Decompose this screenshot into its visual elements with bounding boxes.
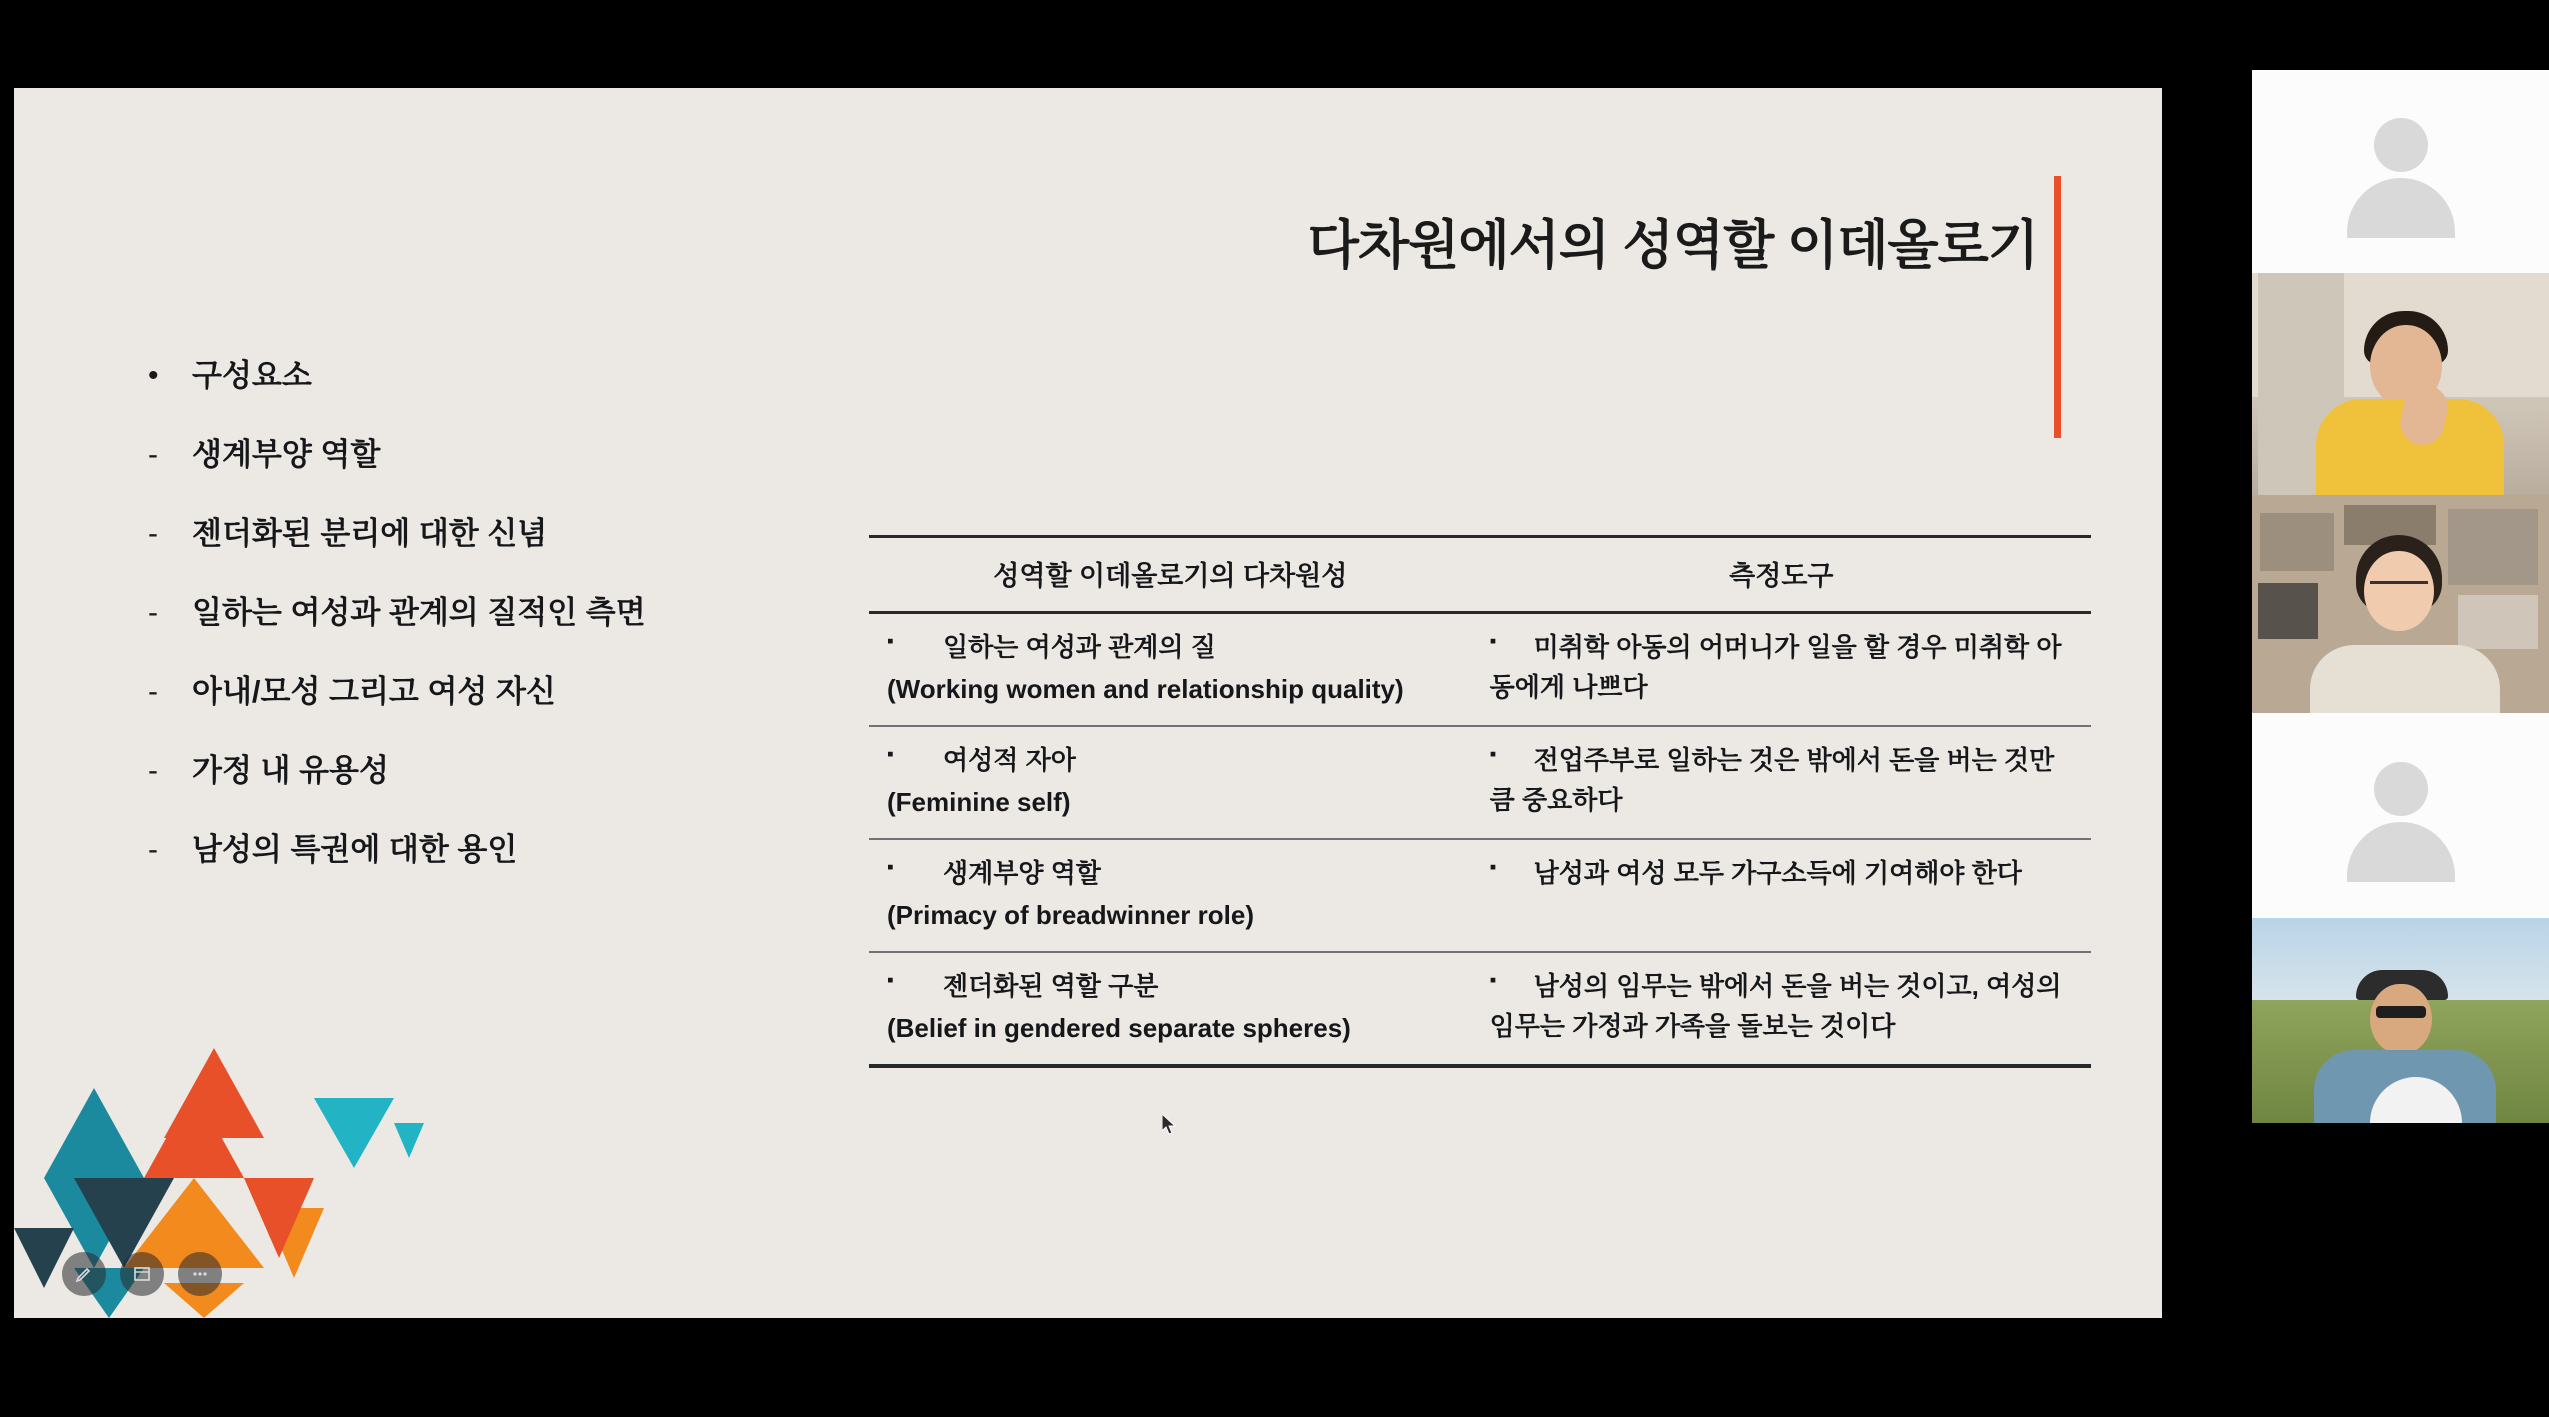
title-accent-bar bbox=[2054, 176, 2061, 438]
presentation-slide[interactable] bbox=[14, 88, 2162, 1318]
table-row bbox=[869, 839, 2091, 952]
bullet-marker: - bbox=[148, 517, 158, 550]
bullet-square-icon: ▪ bbox=[887, 631, 894, 652]
cell-measure bbox=[1472, 726, 2091, 839]
participant-tile-2[interactable] bbox=[2252, 273, 2549, 495]
mouse-cursor bbox=[1162, 1114, 1178, 1136]
bullet-square-icon: ▪ bbox=[1489, 857, 1497, 879]
bullet-marker: - bbox=[148, 438, 158, 471]
bullet-square-icon: ▪ bbox=[1489, 631, 1497, 652]
cell-dimension-en: (Working women and relationship quality) bbox=[887, 673, 1404, 704]
cell-measure-text: 미취학 아동의 어머니가 일을 할 경우 미취학 아동에게 나쁘다 bbox=[1489, 632, 2062, 702]
cell-measure-text: 남성의 임무는 밖에서 돈을 버는 것이고, 여성의 임무는 가정과 가족을 돌보는 것이다 bbox=[1489, 971, 2062, 1041]
bullet-marker: - bbox=[148, 754, 158, 787]
participant-tile-3[interactable] bbox=[2252, 495, 2549, 713]
bullet-label: 일하는 여성과 관계의 질적인 측면 bbox=[192, 595, 646, 630]
table-row bbox=[869, 613, 2091, 727]
cell-dimension-ko: 생계부양 역할 bbox=[943, 858, 1101, 889]
slide-title: 다차원에서의 성역할 이데올로기 bbox=[1307, 216, 2038, 275]
bullet-label: 아내/모성 그리고 여성 자신 bbox=[192, 674, 556, 709]
column-header-measure: 측정도구 bbox=[1472, 537, 2091, 613]
slide-toolbar[interactable] bbox=[62, 1252, 222, 1296]
cell-measure-text: 남성과 여성 모두 가구소득에 기여해야 한다 bbox=[1533, 858, 2022, 889]
cell-dimension bbox=[869, 839, 1472, 952]
bullet-square-icon: ▪ bbox=[887, 744, 894, 766]
bullet-list bbox=[134, 353, 854, 906]
bullet-marker: • bbox=[148, 359, 159, 392]
cell-measure-text: 전업주부로 일하는 것은 밖에서 돈을 버는 것만큼 중요하다 bbox=[1489, 745, 2055, 815]
list-item bbox=[134, 748, 854, 794]
cell-dimension-en: (Belief in gendered separate spheres) bbox=[887, 1012, 1351, 1043]
cell-dimension bbox=[869, 952, 1472, 1066]
pen-icon[interactable] bbox=[62, 1252, 106, 1296]
bullet-marker: - bbox=[148, 675, 158, 708]
cell-dimension bbox=[869, 726, 1472, 839]
bullet-label: 젠더화된 분리에 대한 신념 bbox=[192, 516, 548, 551]
participant-video-strip bbox=[2168, 0, 2549, 1417]
cell-dimension-ko: 일하는 여성과 관계의 질 bbox=[943, 632, 1216, 662]
bullet-square-icon: ▪ bbox=[1489, 970, 1497, 992]
avatar bbox=[2337, 112, 2465, 240]
cell-measure bbox=[1472, 613, 2091, 727]
participant-tile-4[interactable] bbox=[2252, 713, 2549, 918]
table-row bbox=[869, 952, 2091, 1066]
list-item bbox=[134, 827, 854, 873]
participant-tile-1[interactable] bbox=[2252, 70, 2549, 273]
bullet-label: 구성요소 bbox=[192, 358, 312, 393]
bullet-label: 생계부양 역할 bbox=[192, 437, 381, 472]
bullet-label: 가정 내 유용성 bbox=[192, 753, 389, 788]
cell-dimension-ko: 여성적 자아 bbox=[943, 745, 1076, 776]
bullet-square-icon: ▪ bbox=[887, 970, 894, 992]
list-item bbox=[134, 511, 854, 557]
list-item bbox=[134, 432, 854, 478]
list-item bbox=[134, 353, 854, 399]
dimensions-table bbox=[869, 535, 2091, 1068]
bullet-label: 남성의 특권에 대한 용인 bbox=[192, 832, 518, 867]
cell-dimension-en: (Feminine self) bbox=[887, 786, 1071, 817]
column-header-dimension: 성역할 이데올로기의 다차원성 bbox=[869, 537, 1472, 613]
cell-measure bbox=[1472, 952, 2091, 1066]
bullet-marker: - bbox=[148, 833, 158, 866]
table-header-row bbox=[869, 537, 2091, 613]
more-options-icon[interactable] bbox=[178, 1252, 222, 1296]
layout-icon[interactable] bbox=[120, 1252, 164, 1296]
cell-dimension bbox=[869, 613, 1472, 727]
cell-measure bbox=[1472, 839, 2091, 952]
bullet-square-icon: ▪ bbox=[1489, 744, 1497, 766]
list-item bbox=[134, 669, 854, 715]
cell-dimension-en: (Primacy of breadwinner role) bbox=[887, 899, 1254, 930]
avatar bbox=[2337, 756, 2465, 884]
table-row bbox=[869, 726, 2091, 839]
bullet-square-icon: ▪ bbox=[887, 857, 894, 879]
cell-dimension-ko: 젠더화된 역할 구분 bbox=[943, 971, 1159, 1002]
bullet-marker: - bbox=[148, 596, 158, 629]
list-item bbox=[134, 590, 854, 636]
participant-tile-5[interactable] bbox=[2252, 918, 2549, 1123]
